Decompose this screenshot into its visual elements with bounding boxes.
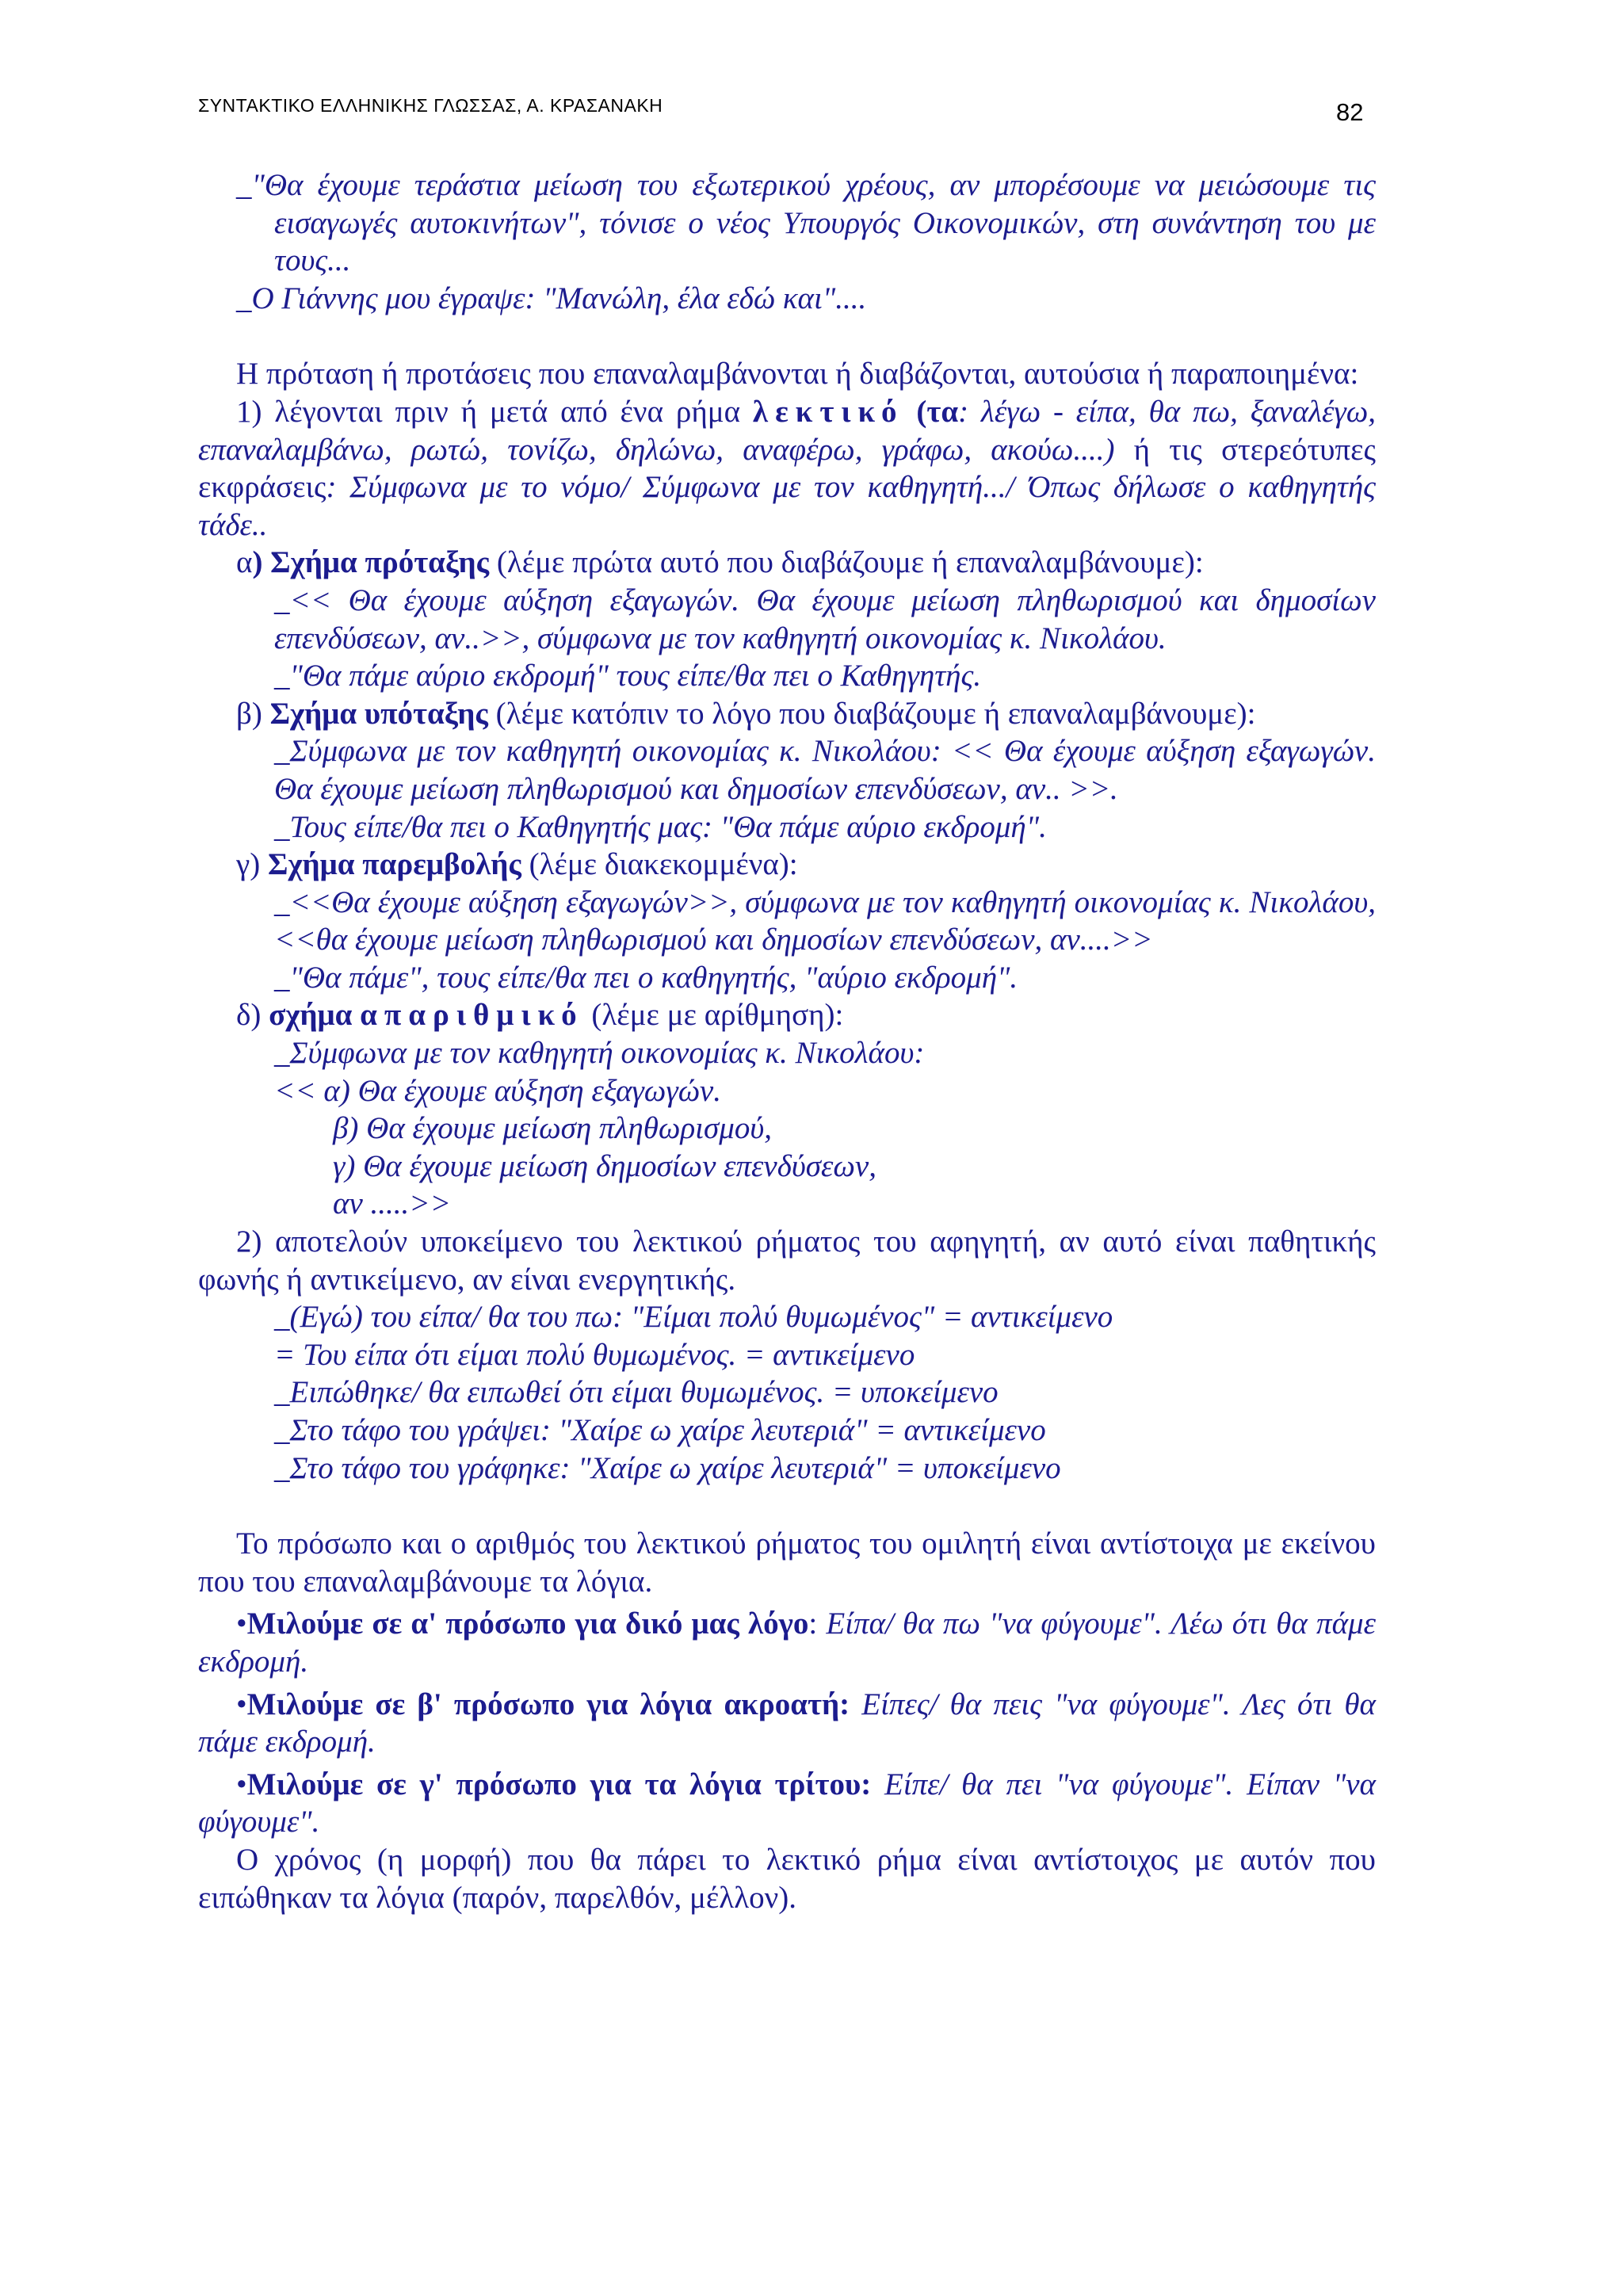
schema-b-heading [198, 695, 1376, 733]
schema-d-desc: (λέμε με αρίθμηση): [583, 998, 844, 1033]
point-1-lead: 1) λέγονται πριν ή μετά από ένα ρήμα [236, 394, 753, 429]
bullet-icon: • [236, 1767, 247, 1801]
point-1-verb-list: : λέγω - είπα, θα πω, ξαναλέγω, επαναλαμβάνω, ρωτώ, τονίζω, δηλώνω, αναφέρω, γράφω, ακούω....) [198, 394, 1377, 467]
bullet-1-example: Είπα/ θα πω "να φύγουμε". Λέω ότι θα πάμε εκδρομή. [198, 1606, 1376, 1679]
bullet-icon: • [236, 1687, 247, 1721]
bullet-item [198, 1686, 1376, 1761]
schema-d-prefix: δ) [236, 998, 269, 1033]
schema-b-title: Σχήμα υπόταξης [269, 696, 488, 731]
schema-d-example-5: αν .....>> [333, 1186, 451, 1221]
point-2-example-4: _Στο τάφο του γράψει: "Χαίρε ω χαίρε λευτεριά" = αντικείμενο [274, 1413, 1046, 1447]
schema-c-prefix: γ) [236, 847, 268, 882]
point-1-expressions: : Σύμφωνα με το νόμο/ Σύμφωνα με τον καθηγητή.../ Όπως δήλωσε ο καθηγητής τάδε.. [198, 470, 1376, 542]
schema-a-example-1: _<< Θα έχουμε αύξηση εξαγωγών. Θα έχουμε μείωση πληθωρισμού και δημοσίων επενδύσεων, αν..>>, σύμφωνα με τον καθηγητή οικονομίας κ. Νικολάου. [274, 583, 1376, 655]
intro-example-1: _"Θα έχουμε τεράστια μείωση του εξωτερικού χρέους, αν μπορέσουμε να μειώσουμε τις εισαγωγές αυτοκινήτων", τόνισε ο νέος Υπουργός Οικονομικών, στη συνάντηση του με τους... [236, 168, 1376, 278]
schema-a-prefix: α [236, 545, 253, 580]
spacer [198, 1487, 1376, 1525]
time-paragraph: Ο χρόνος (η μορφή) που θα πάρει το λεκτικό ρήμα είναι αντίστοιχος με αυτόν που ειπώθηκαν τα λόγια (παρόν, παρελθόν, μέλλον). [198, 1842, 1376, 1915]
point-2-example-2: = Του είπα ότι είμαι πολύ θυμωμένος. = αντικείμενο [274, 1337, 915, 1372]
point-1-bold-ta: (τα [903, 394, 959, 429]
schema-b-prefix: β) [236, 696, 270, 731]
schema-d-example-1: _Σύμφωνα με τον καθηγητή οικονομίας κ. Νικολάου: [274, 1036, 925, 1071]
page-body [198, 166, 1376, 1916]
point-2-example-1: _(Εγώ) του είπα/ θα του πω: "Είμαι πολύ θυμωμένος" = αντικείμενο [274, 1300, 1113, 1335]
bullet-icon: • [236, 1606, 247, 1641]
bullet-3-example: Είπε/ θα πει "να φύγουμε". Είπαν "να φύγουμε". [198, 1767, 1376, 1839]
page-number: 82 [1336, 98, 1364, 126]
point-2-example-3: _Ειπώθηκε/ θα ειπωθεί ότι είμαι θυμωμένος. = υποκείμενο [274, 1375, 999, 1410]
running-header-title: ΣΥΝΤΑΚΤΙΚΟ ΕΛΛΗΝΙΚΗΣ ΓΛΩΣΣΑΣ, Α. ΚΡΑΣΑΝΑΚΗ [198, 95, 663, 116]
schema-b-example-1: _Σύμφωνα με τον καθηγητή οικονομίας κ. Νικολάου: << Θα έχουμε αύξηση εξαγωγών. Θα έχουμε μείωση πληθωρισμού και δημοσίων επενδύσεων, αν.. >>. [274, 734, 1376, 806]
spacer [198, 317, 1376, 355]
paragraph-intro-text: Η πρόταση ή προτάσεις που επαναλαμβάνονται ή διαβάζονται, αυτούσια ή παραποιημένα: [236, 357, 1359, 392]
schema-a-desc: (λέμε πρώτα αυτό που διαβάζουμε ή επαναλαμβάνουμε): [489, 545, 1204, 580]
schema-c-heading [198, 846, 1376, 884]
schema-c-example-2: _"Θα πάμε", τους είπε/θα πει ο καθηγητής, "αύριο εκδρομή". [274, 960, 1018, 995]
schema-a-title: ) Σχήμα πρόταξης [252, 545, 490, 580]
bullet-3-sep [871, 1767, 884, 1801]
bullet-item [198, 1766, 1376, 1841]
bullet-2-sep [850, 1687, 861, 1721]
schema-d-example-4: γ) Θα έχουμε μείωση δημοσίων επενδύσεων, [333, 1148, 876, 1183]
bullet-1-sep: : [808, 1606, 827, 1641]
bullet-1-bold: Μιλούμε σε α' πρόσωπο για δικό μας λόγο [246, 1606, 809, 1641]
schema-c-desc: (λέμε διακεκομμένα): [521, 847, 798, 882]
schema-c-example-1: _<<Θα έχουμε αύξηση εξαγωγών>>, σύμφωνα με τον καθηγητή οικονομίας κ. Νικολάου, <<θα έχουμε μείωση πληθωρισμού και δημοσίων επενδύσεων, αν....>> [274, 884, 1376, 957]
schema-d-title-a: σχήμα [269, 998, 361, 1033]
schema-d-example-2: << α) Θα έχουμε αύξηση εξαγωγών. [274, 1073, 721, 1108]
schema-a-example-2: _"Θα πάμε αύριο εκδρομή" τους είπε/θα πει ο Καθηγητής. [274, 659, 982, 693]
person-paragraph: Το πρόσωπο και ο αριθμός του λεκτικού ρήματος του ομιλητή είναι αντίστοιχα με εκείνου που του επαναλαμβάνουμε τα λόγια. [198, 1526, 1376, 1599]
schema-a-heading [198, 544, 1376, 582]
bullet-item [198, 1605, 1376, 1680]
point-1-bold-word: λεκτικό [752, 394, 904, 429]
bullet-2-example: Είπες/ θα πεις "να φύγουμε". Λες ότι θα πάμε εκδρομή. [198, 1687, 1377, 1759]
point-2: 2) αποτελούν υποκείμενο του λεκτικού ρήματος του αφηγητή, αν αυτό είναι παθητικής φωνής ή αντικείμενο, αν είναι ενεργητικής. [198, 1224, 1376, 1297]
point-1-mid: ή τις στερεότυπες εκφράσεις [198, 432, 1376, 505]
point-1 [198, 393, 1376, 544]
schema-c-title: Σχήμα παρεμβολής [267, 847, 521, 882]
schema-b-example-2: _Τους είπε/θα πει ο Καθηγητής μας: "Θα πάμε αύριο εκδρομή". [274, 809, 1047, 844]
schema-d-heading [198, 996, 1376, 1034]
bullet-2-bold: Μιλούμε σε β' πρόσωπο για λόγια ακροατή: [246, 1687, 850, 1721]
schema-d-example-3: β) Θα έχουμε μείωση πληθωρισμού, [333, 1111, 772, 1146]
schema-d-title-b: απαριθμικό [360, 998, 584, 1033]
paragraph-intro [198, 355, 1376, 393]
bullet-3-bold: Μιλούμε σε γ' πρόσωπο για τα λόγια τρίτου: [246, 1767, 872, 1801]
intro-example-2: _Ο Γιάννης μου έγραψε: "Μανώλη, έλα εδώ και".... [236, 281, 867, 315]
schema-b-desc: (λέμε κατόπιν το λόγο που διαβάζουμε ή επαναλαμβάνουμε): [487, 696, 1256, 731]
point-2-example-5: _Στο τάφο του γράφηκε: "Χαίρε ω χαίρε λευτεριά" = υποκείμενο [274, 1450, 1061, 1485]
